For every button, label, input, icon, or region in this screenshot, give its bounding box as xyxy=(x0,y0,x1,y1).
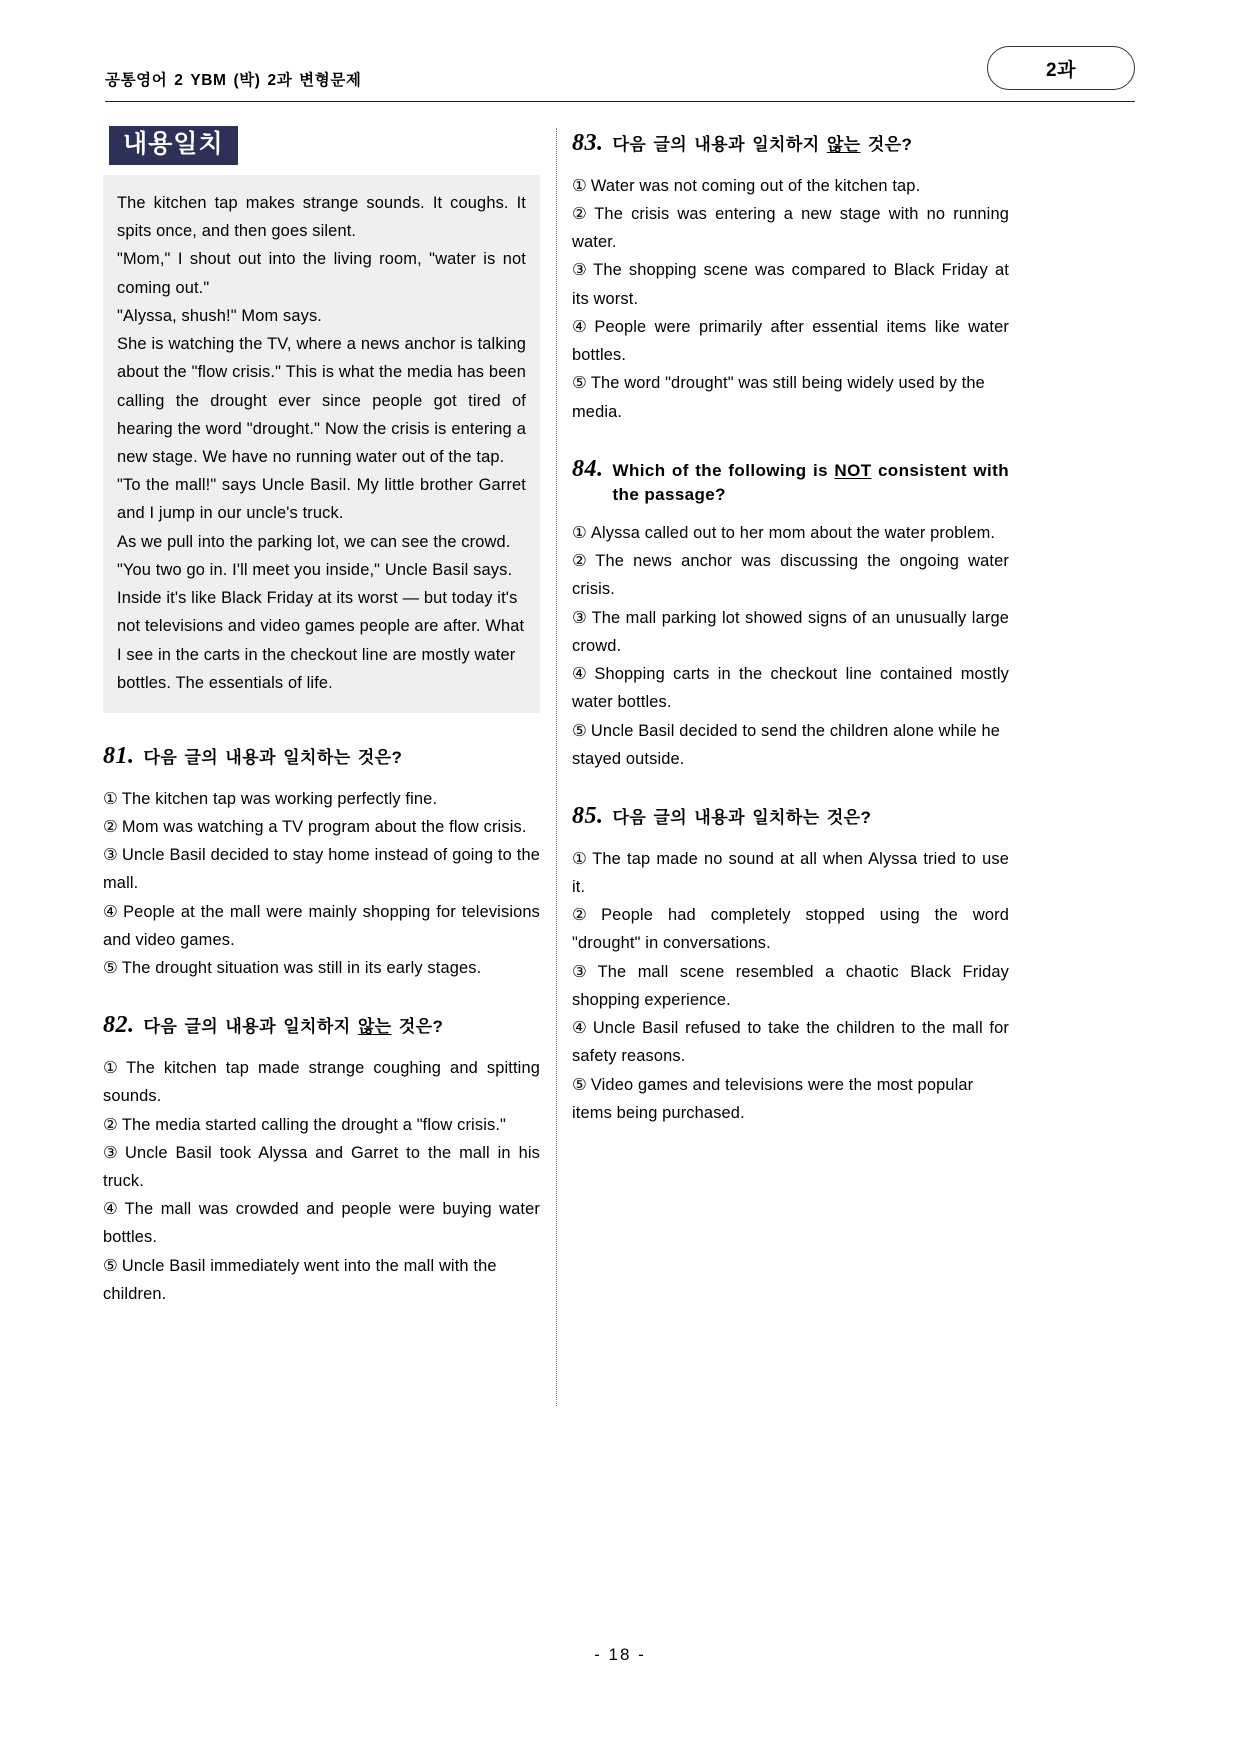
choice-text: The shopping scene was compared to Black Friday at its worst. xyxy=(572,261,1009,308)
choice-option[interactable] xyxy=(103,1195,540,1251)
passage-line: Inside it's like Black Friday at its worst — but today it's not televisions and video games people are after. What I see in the carts in the checkout line are mostly water bottles. The essentials of life. xyxy=(117,589,525,692)
choice-option[interactable] xyxy=(572,200,1009,256)
question-85-choices xyxy=(572,845,1009,1127)
question-83-stem xyxy=(613,133,1010,158)
choice-text: Water was not coming out of the kitchen tap. xyxy=(590,176,921,195)
choice-option[interactable] xyxy=(572,660,1009,716)
choice-text: The mall was crowded and people were buying water bottles. xyxy=(103,1200,540,1247)
question-82-stem xyxy=(144,1015,541,1040)
page-header xyxy=(105,46,1135,104)
question-85-heading xyxy=(572,799,1009,834)
choice-text: The word "drought" was still being widely used by the media. xyxy=(572,374,985,421)
stem-suffix: consistent with the passage? xyxy=(612,460,1009,505)
choice-option[interactable] xyxy=(103,1139,540,1195)
choice-marker: ① xyxy=(572,849,589,868)
choice-text: People were primarily after essential items like water bottles. xyxy=(572,317,1009,365)
choice-marker: ① xyxy=(103,1059,123,1078)
choice-marker: ② xyxy=(103,817,118,836)
stem-prefix: Which of the following is xyxy=(612,460,835,480)
stem-prefix: 다음 글의 내용과 일치하지 xyxy=(143,1017,358,1037)
choice-text: The news anchor was discussing the ongoing water crisis. xyxy=(572,552,1009,599)
choice-text: Alyssa called out to her mom about the water problem. xyxy=(590,524,996,543)
choice-option[interactable] xyxy=(572,313,1009,369)
choice-text: Video games and televisions were the most popular items being purchased. xyxy=(572,1075,974,1122)
question-81 xyxy=(103,739,540,982)
choice-marker: ④ xyxy=(572,665,591,684)
question-82-heading xyxy=(103,1008,540,1043)
question-84 xyxy=(572,452,1009,773)
header-title: 공통영어 2 YBM (박) 2과 변형문제 xyxy=(105,72,362,89)
stem-prefix: 다음 글의 내용과 일치하는 것은 xyxy=(612,808,861,828)
choice-option[interactable] xyxy=(103,841,540,897)
choice-marker: ② xyxy=(103,1115,118,1134)
header-divider-rule xyxy=(105,101,1135,102)
question-82-number: 82. xyxy=(103,1012,135,1039)
choice-option[interactable] xyxy=(103,954,540,982)
passage-line: "You two go in. I'll meet you inside," Uncle Basil says. xyxy=(117,560,513,579)
question-83-number: 83. xyxy=(572,130,604,156)
section-title-badge: 내용일치 xyxy=(109,126,238,165)
passage-line: "Alyssa, shush!" Mom says. xyxy=(117,306,322,325)
choice-marker: ① xyxy=(572,524,587,543)
choice-text: The drought situation was still in its early stages. xyxy=(121,959,482,978)
choice-marker: ④ xyxy=(572,1019,589,1038)
choice-marker: ③ xyxy=(103,846,118,865)
right-column xyxy=(572,126,1009,1127)
lesson-badge: 2과 xyxy=(987,46,1135,90)
question-81-heading xyxy=(103,739,540,774)
choice-marker: ④ xyxy=(103,1200,121,1219)
column-divider xyxy=(556,128,557,1406)
left-column xyxy=(103,126,540,1308)
choice-text: The tap made no sound at all when Alyssa tried to use it. xyxy=(572,849,1009,897)
choice-option[interactable] xyxy=(572,1014,1009,1070)
choice-marker: ② xyxy=(572,552,592,571)
question-84-choices xyxy=(572,519,1009,773)
stem-suffix: 것은? xyxy=(860,135,913,154)
stem-suffix: 것은? xyxy=(391,1017,444,1037)
choice-option[interactable] xyxy=(572,901,1009,957)
choice-marker: ③ xyxy=(572,608,588,627)
choice-option[interactable] xyxy=(572,519,1009,547)
question-85-number: 85. xyxy=(572,803,604,830)
choice-text: The crisis was entering a new stage with no running water. xyxy=(572,205,1009,252)
choice-marker: ⑤ xyxy=(572,721,587,740)
choice-text: People at the mall were mainly shopping for televisions and video games. xyxy=(103,902,540,949)
choice-text: The media started calling the drought a "flow crisis." xyxy=(121,1115,507,1134)
choice-option[interactable] xyxy=(572,958,1009,1014)
choice-text: Uncle Basil decided to send the children alone while he stayed outside. xyxy=(572,721,1001,768)
choice-option[interactable] xyxy=(103,898,540,954)
passage-line: She is watching the TV, where a news anchor is talking about the "flow crisis." This is what the media has been calling the drought ever since people got tired of hearing the word "drought." Now the crisis is entering a new stage. We have no running water out of the tap. xyxy=(117,335,526,466)
choice-option[interactable] xyxy=(572,256,1009,312)
question-83-choices xyxy=(572,172,1009,426)
choice-marker: ④ xyxy=(103,902,120,921)
choice-text: Shopping carts in the checkout line contained mostly water bottles. xyxy=(572,665,1009,712)
choice-marker: ⑤ xyxy=(103,1256,118,1275)
choice-text: Uncle Basil decided to stay home instead of going to the mall. xyxy=(103,846,540,893)
question-85 xyxy=(572,799,1009,1127)
choice-text: Uncle Basil immediately went into the mall with the children. xyxy=(103,1256,497,1303)
reading-passage xyxy=(103,175,540,713)
choice-marker: ⑤ xyxy=(103,959,118,978)
question-81-stem xyxy=(144,746,541,771)
passage-line: "Mom," I shout out into the living room, "water is not coming out." xyxy=(117,250,526,297)
choice-text: People had completely stopped using the word "drought" in conversations. xyxy=(572,906,1009,953)
choice-marker: ② xyxy=(572,205,591,224)
stem-underlined: 않는 xyxy=(357,1017,392,1037)
passage-line: As we pull into the parking lot, we can see the crowd. xyxy=(117,532,511,551)
question-85-stem xyxy=(613,806,1010,831)
choice-option[interactable] xyxy=(103,1111,540,1139)
question-81-choices xyxy=(103,785,540,983)
choice-marker: ⑤ xyxy=(572,1075,587,1094)
stem-suffix: ? xyxy=(391,747,403,767)
passage-line: "To the mall!" says Uncle Basil. My little brother Garret and I jump in our uncle's truck. xyxy=(117,476,526,523)
choice-option[interactable] xyxy=(103,785,540,813)
passage-line: The kitchen tap makes strange sounds. It coughs. It spits once, and then goes silent. xyxy=(117,194,526,241)
choice-option[interactable] xyxy=(572,717,1009,773)
question-83 xyxy=(572,126,1009,426)
choice-text: The mall scene resembled a chaotic Black Friday shopping experience. xyxy=(572,962,1009,1009)
choice-marker: ④ xyxy=(572,317,591,336)
choice-text: The kitchen tap made strange coughing and spitting sounds. xyxy=(103,1059,540,1106)
stem-prefix: 다음 글의 내용과 일치하는 것은 xyxy=(143,747,392,767)
choice-option[interactable] xyxy=(572,172,1009,200)
choice-option[interactable] xyxy=(572,1071,1009,1127)
choice-option[interactable] xyxy=(103,813,540,841)
question-82-choices xyxy=(103,1054,540,1308)
choice-text: Uncle Basil took Alyssa and Garret to the mall in his truck. xyxy=(103,1143,540,1190)
choice-option[interactable] xyxy=(103,1252,540,1308)
question-81-number: 81. xyxy=(103,742,135,769)
choice-marker: ③ xyxy=(572,261,590,280)
question-82 xyxy=(103,1008,540,1308)
choice-text: Mom was watching a TV program about the flow crisis. xyxy=(121,817,527,836)
page-number-footer: - 18 - xyxy=(594,1645,646,1664)
choice-text: The kitchen tap was working perfectly fine. xyxy=(121,789,438,808)
choice-marker: ⑤ xyxy=(572,374,587,393)
stem-prefix: 다음 글의 내용과 일치하지 xyxy=(612,135,827,154)
choice-option[interactable] xyxy=(572,547,1009,603)
stem-suffix: ? xyxy=(860,808,872,828)
choice-marker: ① xyxy=(572,176,587,195)
choice-option[interactable] xyxy=(572,369,1009,425)
question-84-number: 84. xyxy=(572,455,604,482)
choice-marker: ③ xyxy=(572,962,594,981)
stem-underlined: NOT xyxy=(834,460,872,480)
choice-option[interactable] xyxy=(572,604,1009,660)
choice-option[interactable] xyxy=(572,845,1009,901)
question-84-stem xyxy=(613,459,1010,508)
choice-option[interactable] xyxy=(103,1054,540,1110)
choice-marker: ① xyxy=(103,789,118,808)
question-84-heading xyxy=(572,452,1009,508)
choice-marker: ③ xyxy=(103,1143,122,1162)
choice-text: Uncle Basil refused to take the children to the mall for safety reasons. xyxy=(572,1019,1009,1066)
choice-text: The mall parking lot showed signs of an unusually large crowd. xyxy=(572,608,1009,655)
question-83-heading xyxy=(572,126,1009,161)
stem-underlined: 않는 xyxy=(826,135,861,154)
choice-marker: ② xyxy=(572,906,598,925)
